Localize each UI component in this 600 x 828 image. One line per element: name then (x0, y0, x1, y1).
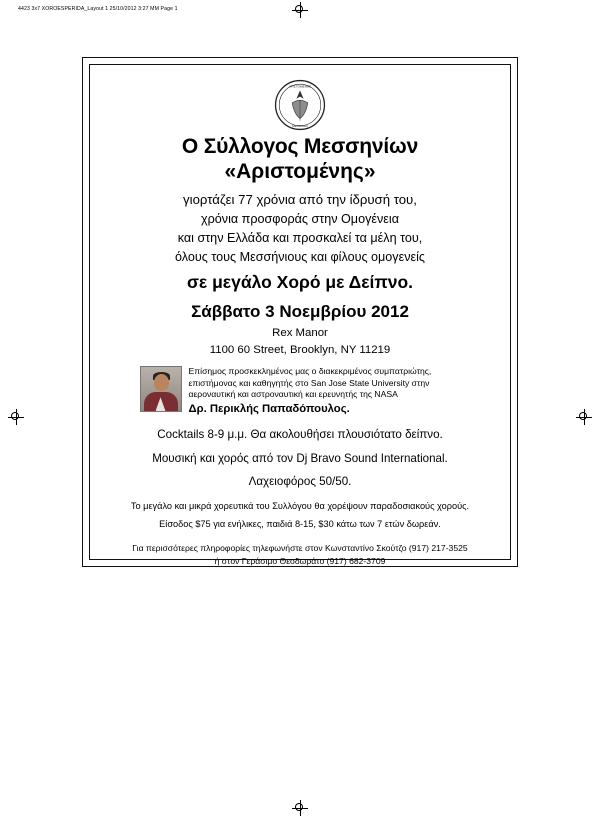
guest-speaker-photo (140, 366, 182, 412)
flyer-card (82, 57, 518, 567)
lead-line-1: γιορτάζει 77 χρόνια από την ίδρυσή του, (183, 192, 417, 208)
association-seal-emblem (274, 79, 326, 131)
contact-line-2: ή στον Γεράσιμο Θεοδωράτο (917) 682-3709 (214, 556, 386, 567)
note-admission: Είσοδος $75 για ενήλικες, παιδιά 8-15, $30 κάτω των 7 ετών δωρεάν. (159, 518, 441, 529)
detail-cocktails: Cocktails 8-9 μ.μ. Θα ακολουθήσει πλουσιότατο δείπνο. (157, 427, 443, 441)
registration-mark-left (8, 409, 24, 425)
guest-speaker-name: Δρ. Περικλής Παπαδόπουλος. (188, 403, 350, 416)
contact-line-1: Για περισσότερες πληροφορίες τηλεφωνήστε στον Κωνσταντίνο Σκούτζο (917) 217-3525 (132, 543, 468, 554)
lead-line-4: όλους τους Μεσσήνιους και φίλους ομογενείς (175, 249, 425, 264)
registration-mark-top (292, 2, 308, 18)
svg-text:MESSINIAN: MESSINIAN (292, 123, 308, 128)
note-dance-groups: Το μεγάλο και μικρά χορευτικά του Συλλόγου θα χορέψουν παραδοσιακούς χορούς. (130, 500, 470, 511)
venue-address: 1100 60 Street, Brooklyn, NY 11219 (209, 343, 391, 356)
registration-mark-bottom (292, 800, 308, 816)
flyer-title-line-1: Ο Σύλλογος Μεσσηνίων (181, 135, 419, 158)
guest-speaker-text (189, 366, 461, 416)
print-job-header: 4423 3x7 XOROESPERIDA_Layout 1 25/10/2012 3:27 MM Page 1 (18, 6, 178, 12)
detail-music: Μουσική και χορός από τον Dj Bravo Sound International. (152, 451, 448, 465)
contact-info (116, 542, 484, 568)
venue-name: Rex Manor (272, 327, 328, 340)
event-date: Σάββατο 3 Νοεμβρίου 2012 (191, 302, 409, 322)
guest-speaker-block (116, 366, 484, 416)
lead-line-2: χρόνια προσφοράς στην Ομογένεια (201, 211, 399, 226)
event-headline: σε μεγάλο Χορό με Δείπνο. (186, 272, 414, 293)
svg-text:ΑΡΙΣΤΟΜΕΝΗΣ: ΑΡΙΣΤΟΜΕΝΗΣ (288, 84, 312, 89)
guest-speaker-intro: Επίσημος προσκεκλημένος μας ο διακεκριμένος συμπατριώτης, επιστήμονας και καθηγητής στο San Jose State University στην αεροναυτική και αστροναυτική και ερευνητής της NASA (188, 366, 432, 400)
lead-line-3: και στην Ελλάδα και προσκαλεί τα μέλη του, (177, 230, 423, 245)
registration-mark-right (576, 409, 592, 425)
detail-raffle: Λαχειοφόρος 50/50. (248, 475, 352, 489)
flyer-content (89, 64, 511, 567)
flyer-title-line-2: «Αριστομένης» (224, 159, 376, 183)
